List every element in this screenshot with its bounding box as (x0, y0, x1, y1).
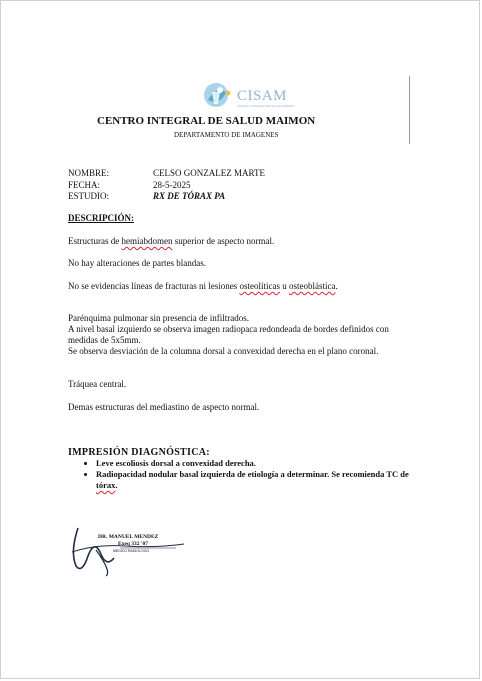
spine-deviation-line: Se observa desviación de la columna dorsal a convexidad derecha en el plano coronal. (68, 346, 379, 356)
description-title: DESCRIPCIÓN: (68, 213, 135, 223)
impression-list (80, 458, 426, 491)
lung-parenchyma-line: Parénquima pulmonar sin presencia de infiltrados. (68, 313, 249, 323)
basal-finding-line: A nivel basal izquierdo se observa imagen radiopaca redondeada de bordes definidos con medidas de 5x5mm. (68, 324, 389, 345)
text-cursor (409, 76, 410, 144)
description-paragraph-6: Demas estructuras del mediastino de aspecto normal. (68, 402, 260, 412)
signature-exequatur: Exeq 332 '07 (118, 541, 148, 547)
name-label: NOMBRE: (68, 168, 110, 178)
study-label: ESTUDIO: (68, 191, 109, 201)
description-paragraph-2: No hay alteraciones de partes blandas. (68, 258, 206, 268)
signature-name: DR. MANUEL MENDEZ (98, 534, 159, 540)
impression-item: • Radiopacidad nodular basal izquierda de etiología a determinar. Se recomienda TC de tórax. (96, 469, 426, 491)
name-value: CELSO GONZALEZ MARTE (153, 168, 265, 178)
study-value: RX DE TÓRAX PA (153, 191, 226, 201)
description-paragraph-3: No se evidencias líneas de fracturas ni lesiones osteolíticas u osteoblástica. (68, 281, 338, 291)
signature-role: MEDICO RADIOLOGO (113, 549, 150, 553)
description-paragraph-5: Tráquea central. (68, 379, 127, 389)
impression-title: IMPRESIÓN DIAGNÓSTICA: (68, 447, 210, 458)
description-paragraph-4 (68, 313, 413, 357)
logo-subtitle: CENTRO INTEGRAL DE SALUD MAIMON (237, 104, 295, 108)
description-paragraph-1: Estructuras de hemiabdomen superior de aspecto normal. (68, 236, 275, 246)
impression-item: • Leve escoliosis dorsal a convexidad derecha. (96, 458, 426, 469)
logo-text: CISAM (237, 88, 288, 104)
date-label: FECHA: (68, 180, 101, 190)
date-value: 28-5-2025 (153, 180, 191, 190)
organization-name: CENTRO INTEGRAL DE SALUD MAIMON (97, 115, 316, 127)
department-name: DEPARTAMENTO DE IMAGENES (174, 131, 279, 139)
